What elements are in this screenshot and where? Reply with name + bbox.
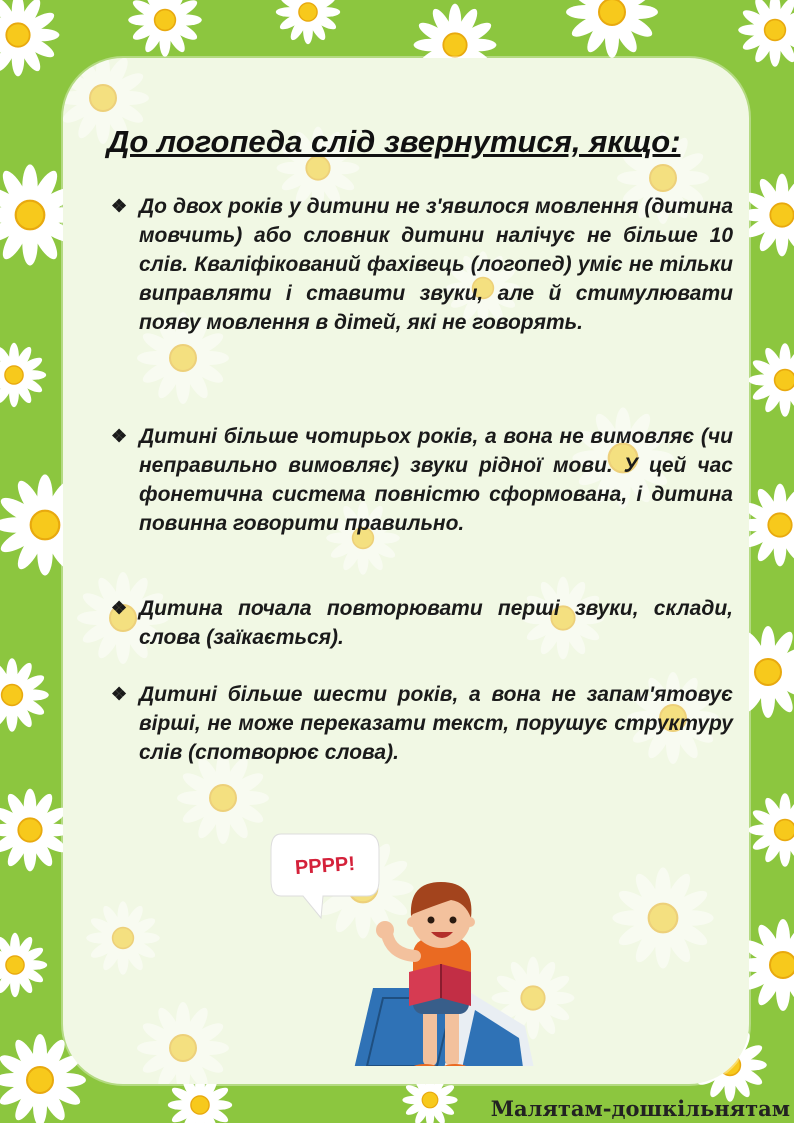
bullet-icon: ❖ (111, 598, 128, 618)
list-item (111, 422, 733, 538)
footer-caption: Малятам-дошкільнятам (490, 1096, 790, 1121)
list-item-text: Дитина почала повторювати перші звуки, склади, слова (заїкається). (139, 597, 733, 649)
boy-reading-illustration (263, 826, 563, 1066)
speech-bubble-text: РРРР! (294, 852, 356, 880)
speech-bubble (271, 834, 379, 918)
bullet-icon: ❖ (111, 196, 128, 216)
list-item-text: Дитині більше шести років, а вона не запам'ятовує вірші, не може переказати текст, порушує структуру слів (спотворює слова). (139, 683, 733, 764)
bullet-icon: ❖ (111, 426, 128, 446)
page-title: До логопеда слід звернутися, якщо: (107, 124, 681, 159)
list-item (111, 680, 733, 767)
list-item-text: До двох років у дитини не з'явилося мовлення (дитина мовчить) або словник дитини налічує не більше 10 слів. Кваліфікований фахівець (логопед) уміє не тільки виправляти і ставити звуки, але й стимулювати появу мовлення в дітей, які не говорять. (139, 195, 733, 334)
bullet-icon: ❖ (111, 684, 128, 704)
list-item (111, 594, 733, 652)
list-item (111, 192, 733, 337)
info-card (63, 58, 749, 1084)
list-item-text: Дитині більше чотирьох років, а вона не вимовляє (чи неправильно вимовляє) звуки рідної мови. У цей час фонетична система повністю сформована, і дитина повинна говорити правильно. (139, 425, 733, 535)
